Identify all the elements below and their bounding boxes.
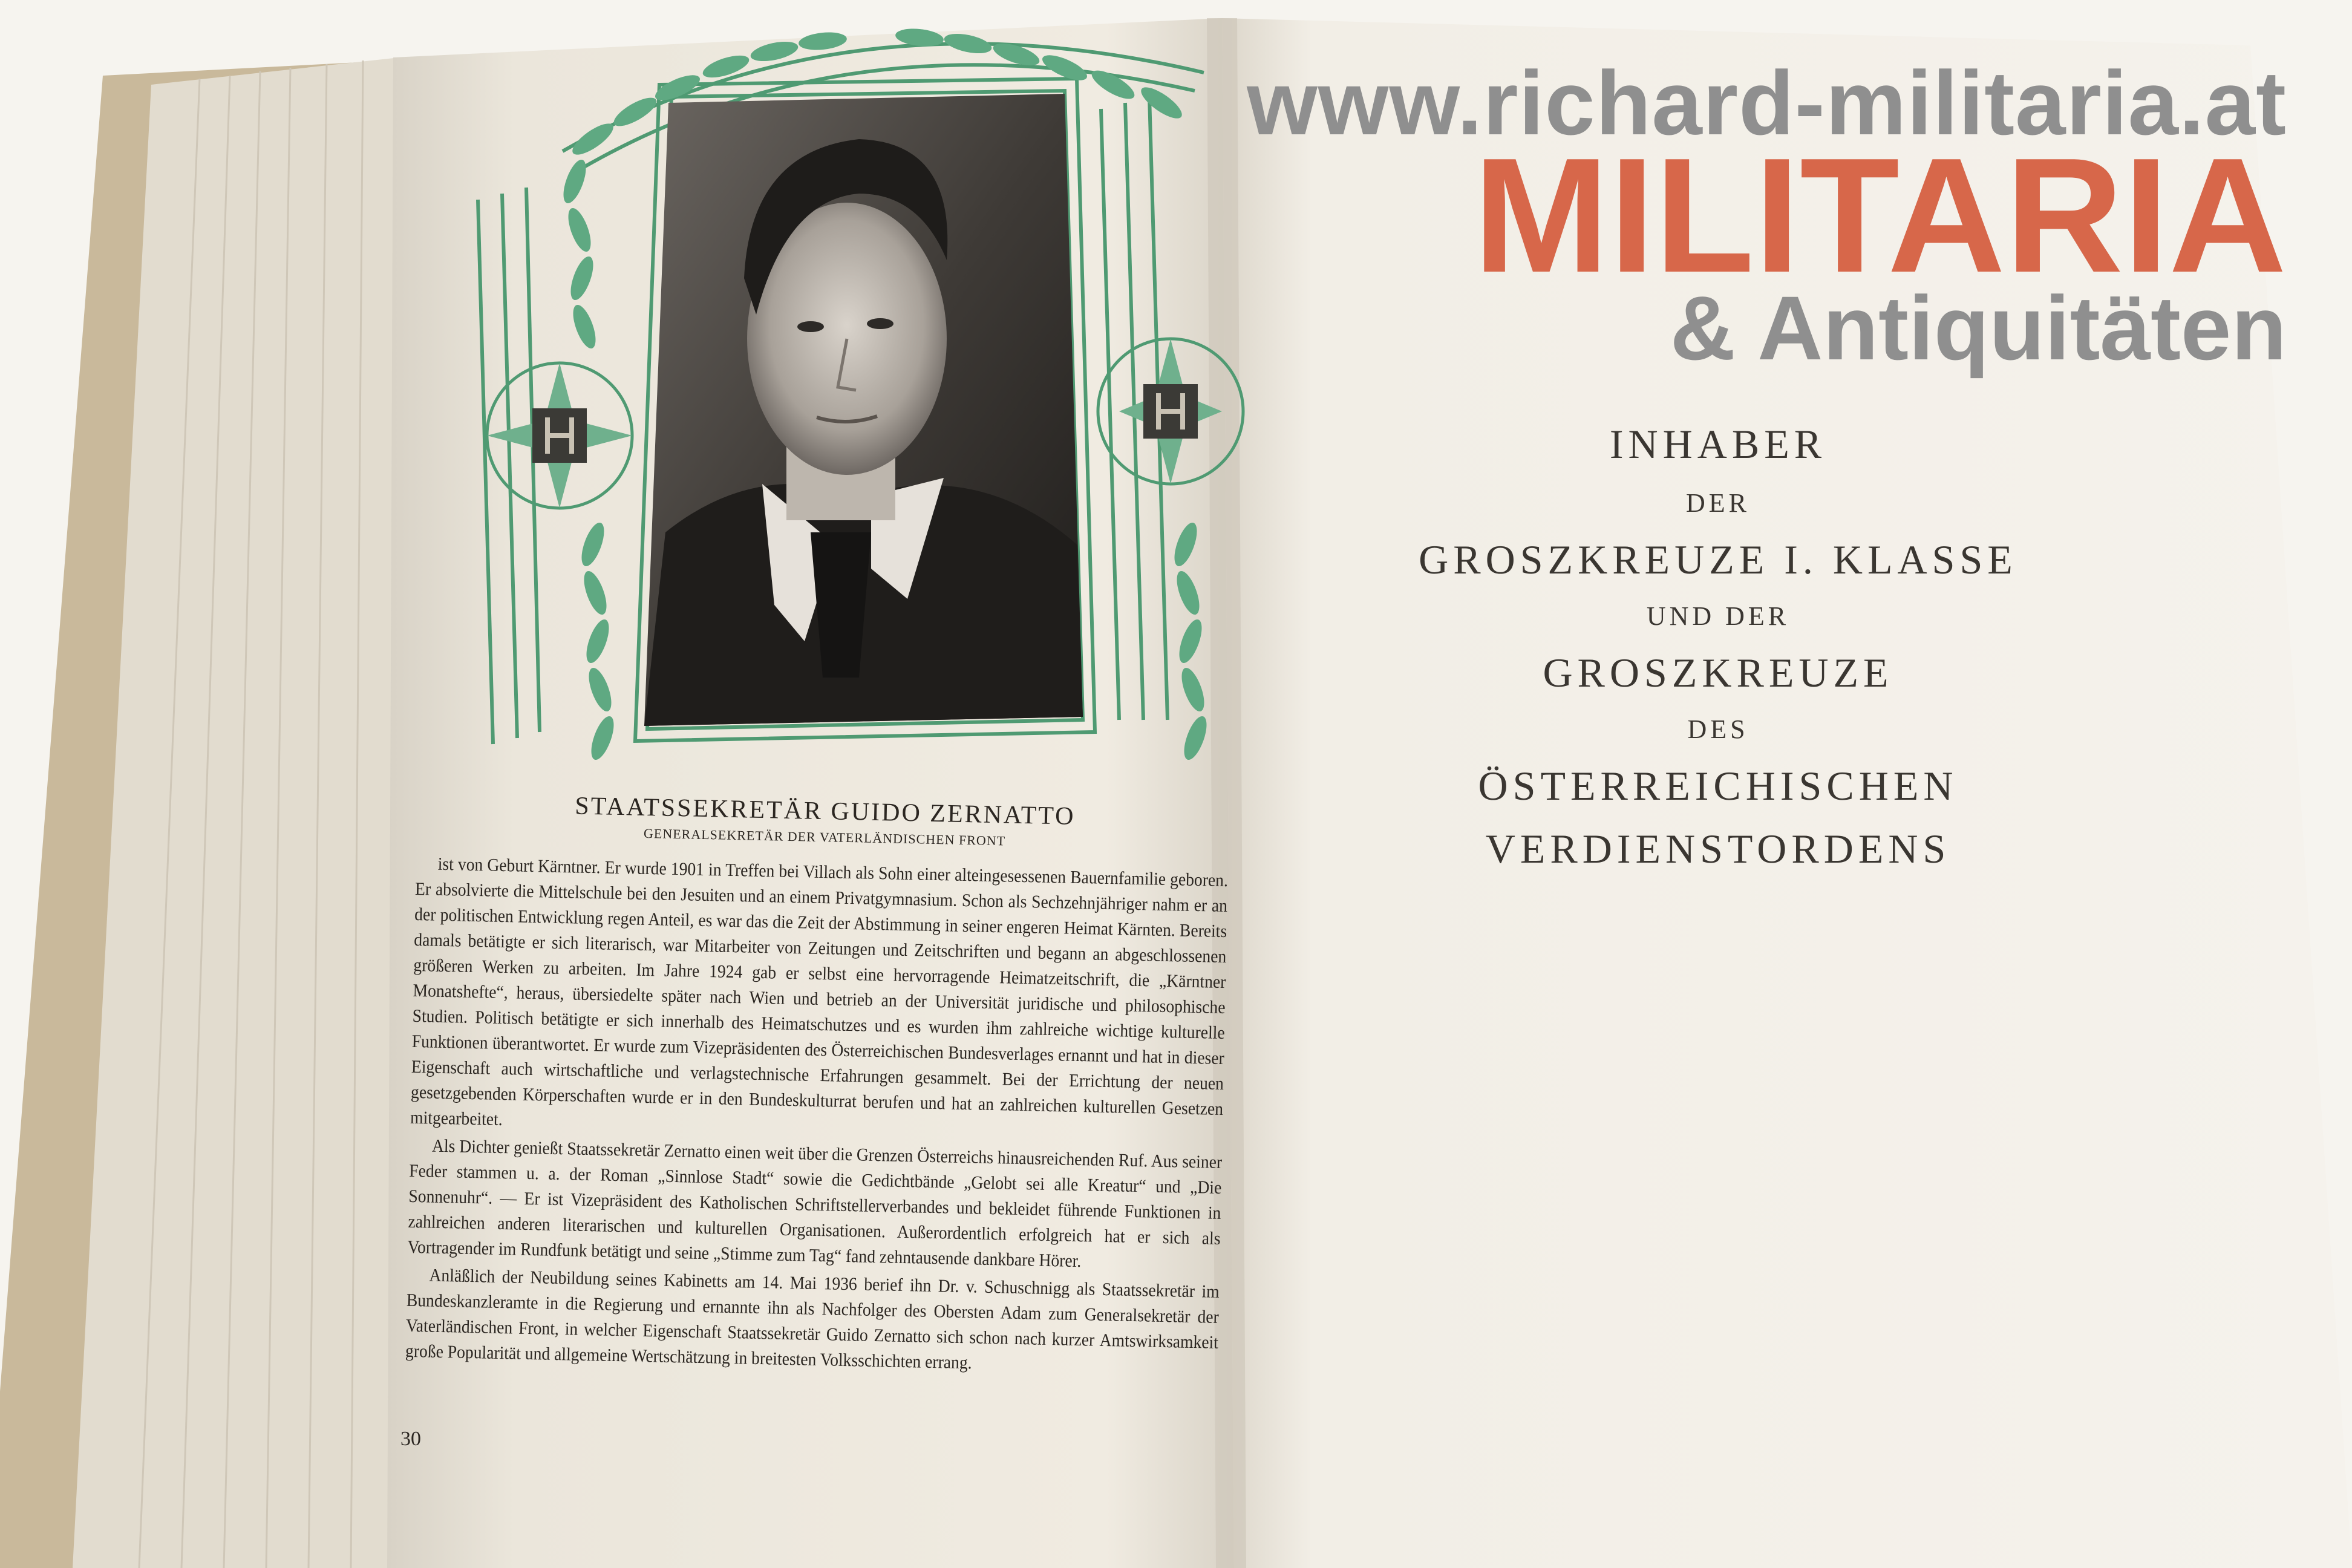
title-line: UND DER: [1646, 601, 1790, 631]
biography-paragraph: Anläßlich der Neubildung seines Kabinetts am 14. Mai 1936 berief ihn Dr. v. Schuschnigg als Staatssekretär im Bundeskanzleramte in die Regierung und ernannte ihn als Nachfolger des Obersten Adam zum Generalsekretär der Vaterländischen Front, in welcher Eigenschaft Staatssekretär Guido Zernatto sich schon nach kurzer Amtswirksamkeit große Popularität und allgemeine Wertschätzung in breitesten Volksschichten errang.: [405, 1265, 1220, 1373]
biography-paragraph: ist von Geburt Kärntner. Er wurde 1901 in Treffen bei Villach als Sohn einer alteingesessenen Bauernfamilie geboren. Er absolvierte die Mittelschule bei den Jesuiten und an einem Privatgymnasium. Schon als Sechzehnjähriger nahm er an der politischen Entwicklung regen Anteil, es war das die Zeit der Abstimmung in seiner engeren Heimat Kärnten. Bereits damals betätigte er sich literarisch, war Mitarbeiter von Zeitungen und Zeitschriften und begann an abgeschlossenen größeren Werken zu arbeiten. Im Jahre 1924 gab er selbst eine hervorragende Heimatzeitschrift, die „Kärntner Monatshefte“, heraus, übersiedelte später nach Wien und betrieb an der Universität juridische und philosophische Studien. Politisch betätigte er sich innerhalb des Heimatschutzes und es wurden ihm zahlreiche wichtige kulturelle Funktionen überantwortet. Er wurde zum Vizepräsidenten des Österreichischen Bundesverlages ernannt und hat in dieser Eigenschaft auch wirtschaftliche und verlagstechnische Erfahrungen gesammelt. Bei der Errichtung der neuen gesetzgebenden Körperschaften wurde er in den Bundeskulturrat berufen und hat an zahlreichen kulturellen Gesetzen mitgearbeitet.: [410, 854, 1229, 1130]
portrait-caption-title: GENERALSEKRETÄR DER VATERLÄNDISCHEN FRONT: [643, 825, 1006, 849]
title-line: GROSZKREUZE: [1543, 650, 1893, 696]
title-line: GROSZKREUZE I. KLASSE: [1419, 537, 2017, 583]
watermark-brand: MILITARIA: [1473, 125, 2287, 307]
watermark: [1149, 52, 2287, 379]
biography-block: [405, 777, 1234, 1381]
portrait-caption-name: STAATSSEKRETÄR GUIDO ZERNATTO: [574, 792, 1076, 831]
watermark-url: www.richard-militaria.at: [1247, 52, 2287, 154]
portrait-photo: [644, 94, 1083, 726]
watermark-subtitle: & Antiquitäten: [1670, 277, 2287, 379]
title-line: INHABER: [1609, 421, 1827, 467]
title-line: DES: [1687, 714, 1749, 744]
title-line: VERDIENSTORDENS: [1485, 826, 1951, 872]
page-number: 30: [400, 1428, 421, 1450]
left-order-medallion: [487, 363, 632, 508]
title-line: DER: [1686, 488, 1750, 518]
section-title-block: [1319, 421, 2117, 872]
title-line: ÖSTERREICHISCHEN: [1478, 763, 1958, 809]
biography-paragraph: Als Dichter genießt Staatssekretär Zernatto einen weit über die Grenzen Österreichs hinausreichenden Ruf. Aus seiner Feder stammen u. a. der Roman „Sinnlose Stadt“ sowie die Gedichtbände „Gelobt sei alle Kreatur“ und „Die Sonnenuhr“. — Er ist Vizepräsident des Katholischen Schriftstellerverbandes und bekleidet führende Funktionen in zahlreichen anderen literarischen und kulturellen Organisationen. Außerordentlich erfolgreich hat er sich als Vortragender im Rundfunk betätigt und seine „Stimme zum Tag“ fand zehntausende dankbare Hörer.: [407, 1135, 1223, 1272]
